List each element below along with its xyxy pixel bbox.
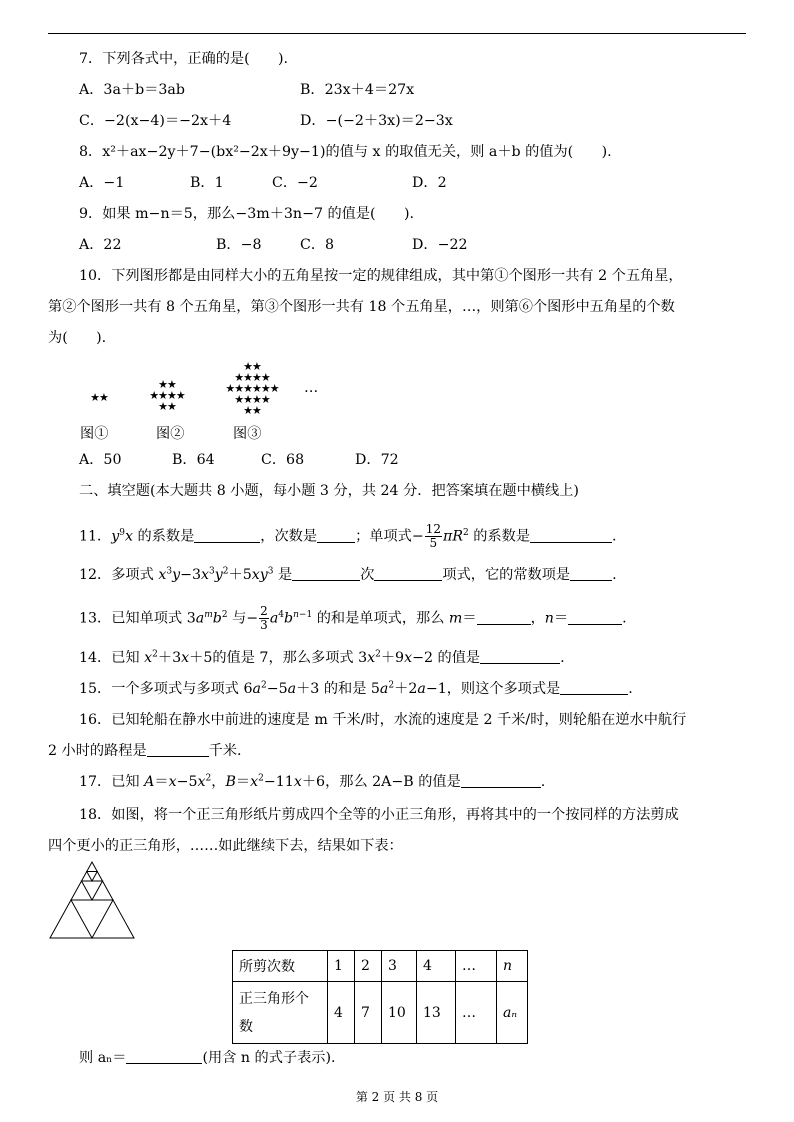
q8-option-d: D．2 (412, 175, 447, 191)
q13-fraction: $\frac{2}{3}$ (260, 604, 268, 632)
star-figure-1 (84, 392, 114, 403)
small-inner-triangle (82, 881, 103, 900)
section-2-heading: 二、填空题(本大题共 8 小题，每小题 3 分，共 24 分．把答案填在题中横线上) (79, 483, 579, 499)
q7-option-d: D．−(−2＋3x)＝2−3x (300, 113, 453, 129)
table-cell: 2 (355, 951, 382, 982)
q18-line2: 四个更小的正三角形，……如此继续下去，结果如下表： (48, 838, 403, 854)
fig-label-2: 图② (156, 426, 185, 442)
star-row: ★★ (243, 360, 261, 373)
q9-option-d: D．−22 (412, 237, 468, 253)
q9-option-b: B．−8 (216, 237, 262, 253)
q14: 14．已知 $x^2+3x+5$的值是 7，那么多项式 $3x^2+9x-2$ 的值是 . (79, 649, 565, 666)
table-cell: 7 (355, 982, 382, 1044)
star-row: ★★★★ (234, 393, 270, 406)
tiny-inner-triangle (87, 872, 98, 882)
q13: 13．已知单项式 $3a^mb^2$ 与− $\frac{2}{3}$ $a^4b^{n-1}$ 的和是单项式，那么 m＝ ，n＝ . (79, 604, 627, 632)
q8-option-c: C．−2 (272, 175, 318, 191)
cuts-table (232, 950, 528, 1044)
table-row (233, 951, 528, 982)
q12: 12．多项式 $x^3y-3x^3y^2+5xy^3$ 是 次 项式，它的常数项是 . (79, 566, 617, 583)
q10-line2: 第②个图形一共有 8 个五角星，第③个图形一共有 18 个五角星，…，则第⑥个图形中五角星的个数 (48, 299, 675, 315)
q10-option-a: A．50 (79, 452, 122, 468)
table-cell: … (456, 951, 497, 982)
fig-label-1: 图① (80, 426, 109, 442)
q9-option-a: A．22 (79, 237, 122, 253)
q10-option-c: C．68 (261, 452, 305, 468)
star-row: ★★ (90, 391, 108, 404)
page-footer: 第 2 页 共 8 页 (355, 1090, 439, 1104)
triangle-figure (46, 860, 138, 942)
q10-option-d: D．72 (355, 452, 399, 468)
table-cell: 10 (382, 982, 417, 1044)
q18-answer: 则 aₙ＝ (用含 n 的式子表示). (79, 1050, 336, 1066)
table-cell: 4 (417, 951, 456, 982)
header-rule (48, 33, 746, 34)
figure-ellipsis: … (304, 380, 319, 396)
q7-option-a: A．3a＋b＝3ab (79, 82, 185, 98)
q8-option-b: B．1 (190, 175, 224, 191)
star-row: ★★ (158, 400, 176, 413)
table-cell: 所剪次数 (233, 951, 328, 982)
q10-line1: 10．下列图形都是由同样大小的五角星按一定的规律组成，其中第①个图形一共有 2 个五角星， (79, 268, 683, 284)
star-row: ★★ (243, 404, 261, 417)
table-cell: 1 (328, 951, 355, 982)
table-cell: aₙ (497, 982, 528, 1044)
star-figure-2 (143, 379, 191, 412)
fig-label-3: 图③ (233, 426, 262, 442)
table-cell: 3 (382, 951, 417, 982)
q17: 17．已知 $A=x-5x^2$，$B=x^2-11x+6$，那么 2A−B 的值是 . (79, 773, 546, 790)
table-cell: … (456, 982, 497, 1044)
q9-option-c: C．8 (300, 237, 335, 253)
q11: 11．$y^9x$ 的系数是 ，次数是 ；单项式− $\frac{12}{5}$ $\pi R^2$ 的系数是 . (79, 522, 617, 550)
q16-line2: 2 小时的路程是 千米. (48, 743, 242, 759)
table-cell: n (497, 951, 528, 982)
mid-inner-triangle (71, 900, 113, 938)
q7-option-b: B．23x＋4＝27x (300, 82, 415, 98)
star-row: ★★★★ (149, 389, 185, 402)
star-figure-3 (216, 361, 288, 416)
q9-stem: 9．如果 m−n＝5，那么−3m＋3n−7 的值是( ). (79, 206, 415, 222)
table-cell: 13 (417, 982, 456, 1044)
q8-stem: 8．x²＋ax−2y＋7−(bx²−2x＋9y−1)的值与 x 的取值无关，则 a＋b 的值为( ). (79, 144, 612, 160)
star-row: ★★★★ (234, 371, 270, 384)
q8-option-a: A．−1 (79, 175, 125, 191)
q7-option-c: C．−2(x−4)＝−2x＋4 (79, 113, 232, 129)
q11-fraction: $\frac{12}{5}$ (425, 522, 441, 550)
q10-option-b: B．64 (172, 452, 215, 468)
star-row: ★★ (158, 378, 176, 391)
star-row: ★★★★★★ (225, 382, 279, 395)
table-cell: 正三角形个 数 (233, 982, 328, 1044)
q15: 15．一个多项式与多项式 $6a^2-5a+3$ 的和是 $5a^2+2a-1$，则这个多项式是 . (79, 680, 633, 697)
q16-line1: 16．已知轮船在静水中前进的速度是 m 千米/时，水流的速度是 2 千米/时，则轮船在逆水中航行 (79, 712, 687, 728)
table-cell: 4 (328, 982, 355, 1044)
table-row (233, 982, 528, 1044)
q7-stem: 7．下列各式中，正确的是( ). (79, 51, 289, 67)
q18-line1: 18．如图，将一个正三角形纸片剪成四个全等的小正三角形，再将其中的一个按同样的方法剪成 (79, 807, 679, 823)
q10-line3: 为( ). (48, 330, 107, 346)
